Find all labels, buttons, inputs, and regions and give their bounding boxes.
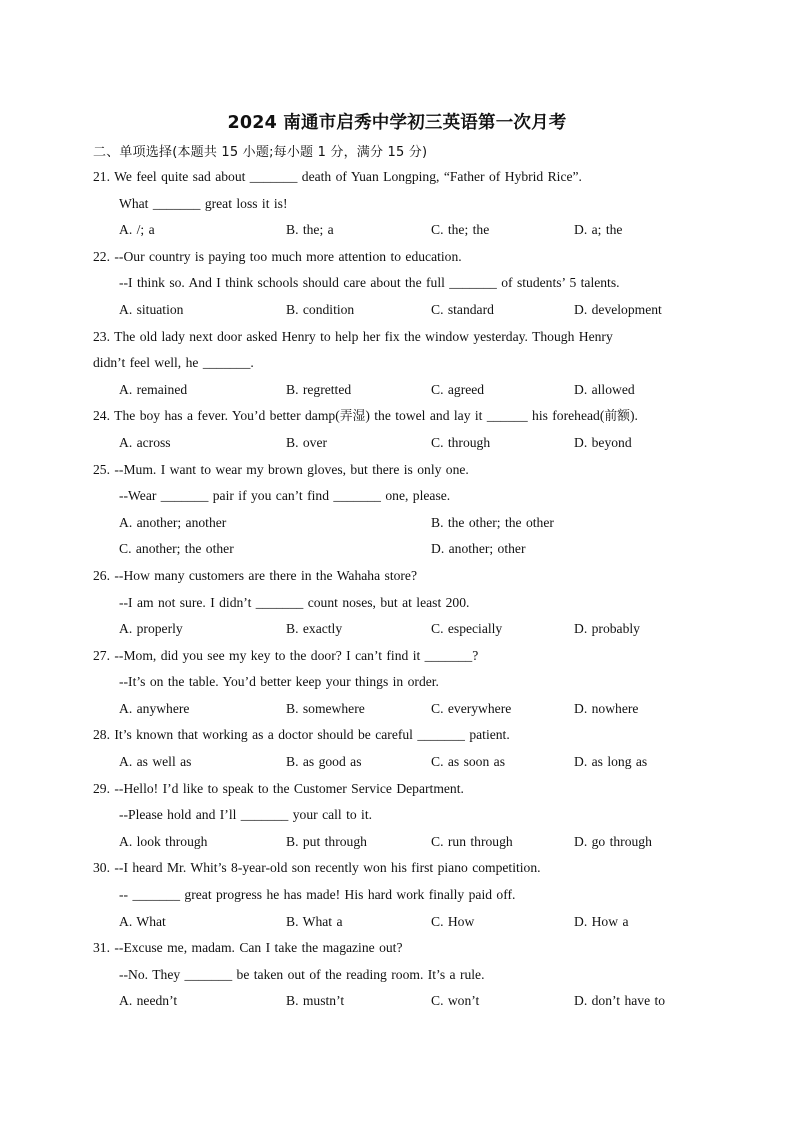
- question-29-options: [0, 829, 794, 856]
- question-21-continuation: What _______ great loss it is!: [119, 195, 288, 211]
- question-text: --Hello! I’d like to speak to the Customer Service Department.: [114, 780, 464, 796]
- option-a[interactable]: A. remained: [119, 381, 188, 397]
- question-25-continuation: --Wear _______ pair if you can’t find _______ one, please.: [119, 488, 451, 504]
- question-text-part: ) the towel and lay it ______ his forehead(: [365, 408, 605, 424]
- option-a[interactable]: A. situation: [119, 301, 184, 317]
- option-d[interactable]: D. How a: [574, 913, 629, 929]
- question-27-options: [0, 696, 794, 723]
- question-text: --Our country is paying too much more attention to education.: [114, 248, 462, 264]
- option-b[interactable]: B. exactly: [286, 621, 343, 637]
- question-22-stem: [0, 244, 794, 271]
- option-b[interactable]: B. condition: [286, 301, 355, 317]
- question-26-stem: [0, 563, 794, 590]
- question-29-stem: [0, 776, 794, 803]
- question-list: [0, 164, 794, 1015]
- question-text: The old lady next door asked Henry to help her fix the window yesterday. Though Henry: [114, 328, 613, 344]
- option-c[interactable]: C. won’t: [431, 993, 480, 1009]
- question-text: --I heard Mr. Whit’s 8-year-old son recently won his first piano competition.: [114, 860, 541, 876]
- question-text: --How many customers are there in the Wahaha store?: [114, 567, 417, 583]
- question-25-options-row1: [0, 510, 794, 537]
- question-text-part: The boy has a fever. You’d better damp(: [114, 408, 340, 424]
- question-text: It’s known that working as a doctor should be careful _______ patient.: [114, 727, 510, 743]
- question-number: 28.: [93, 727, 110, 743]
- question-text: We feel quite sad about _______ death of Yuan Longping, “Father of Hybrid Rice”.: [114, 169, 582, 184]
- question-number: 23.: [93, 328, 110, 344]
- option-a[interactable]: A. /; a: [119, 222, 155, 238]
- question-31-stem: [0, 935, 794, 962]
- option-b[interactable]: B. regretted: [286, 381, 352, 397]
- question-number: 24.: [93, 408, 110, 424]
- option-a[interactable]: A. across: [119, 434, 171, 450]
- option-d[interactable]: D. go through: [574, 833, 652, 849]
- option-b[interactable]: B. over: [286, 434, 328, 450]
- gloss-forehead: 前额: [604, 409, 630, 425]
- question-22-options: [0, 297, 794, 324]
- option-c[interactable]: C. How: [431, 913, 475, 929]
- option-d[interactable]: D. probably: [574, 621, 640, 637]
- option-a[interactable]: A. What: [119, 913, 166, 929]
- option-c[interactable]: C. especially: [431, 621, 503, 637]
- question-21-options: [0, 217, 794, 244]
- question-26-continuation: --I am not sure. I didn’t _______ count noses, but at least 200.: [119, 594, 470, 610]
- question-27-stem: [0, 643, 794, 670]
- option-d[interactable]: D. a; the: [574, 222, 623, 238]
- option-d[interactable]: D. development: [574, 301, 662, 317]
- question-number: 29.: [93, 780, 110, 796]
- option-d[interactable]: D. don’t have to: [574, 993, 666, 1009]
- option-d[interactable]: D. beyond: [574, 434, 632, 450]
- option-c[interactable]: C. standard: [431, 301, 494, 317]
- option-d[interactable]: D. another; other: [431, 541, 526, 557]
- option-a[interactable]: A. properly: [119, 621, 183, 637]
- question-23-stem: [0, 324, 794, 351]
- question-number: 21.: [93, 169, 110, 184]
- option-a[interactable]: A. as well as: [119, 754, 192, 770]
- question-text-part: ).: [629, 408, 638, 424]
- question-27-continuation: --It’s on the table. You’d better keep your things in order.: [119, 674, 439, 690]
- section-heading: 二、单项选择(本题共 15 小题;每小题 1 分，满分 15 分): [93, 145, 428, 160]
- option-b[interactable]: B. the; a: [286, 222, 334, 238]
- option-b[interactable]: B. What a: [286, 913, 343, 929]
- option-c[interactable]: C. through: [431, 434, 491, 450]
- option-d[interactable]: D. allowed: [574, 381, 635, 397]
- question-text: --Mom, did you see my key to the door? I can’t find it _______?: [114, 647, 479, 663]
- question-23-options: [0, 377, 794, 404]
- option-b[interactable]: B. put through: [286, 833, 367, 849]
- question-25-options-row2: [0, 536, 794, 563]
- question-30-continuation: -- _______ great progress he has made! His hard work finally paid off.: [119, 887, 516, 903]
- question-number: 25.: [93, 461, 110, 477]
- question-number: 31.: [93, 940, 110, 956]
- question-number: 22.: [93, 248, 110, 264]
- option-a[interactable]: A. needn’t: [119, 993, 178, 1009]
- option-a[interactable]: A. anywhere: [119, 700, 190, 716]
- option-c[interactable]: C. another; the other: [119, 541, 234, 557]
- question-29-continuation: --Please hold and I’ll _______ your call to it.: [119, 807, 373, 823]
- question-23-continuation: didn’t feel well, he _______.: [93, 355, 254, 371]
- option-b[interactable]: B. as good as: [286, 754, 362, 770]
- gloss-damp: 弄湿: [339, 409, 366, 425]
- question-number: 30.: [93, 860, 110, 876]
- option-d[interactable]: D. as long as: [574, 754, 648, 770]
- option-c[interactable]: C. agreed: [431, 381, 485, 397]
- question-30-stem: [0, 855, 794, 882]
- question-22-continuation: --I think so. And I think schools should care about the full _______ of students’ 5 talents.: [119, 275, 620, 291]
- option-b[interactable]: B. mustn’t: [286, 993, 345, 1009]
- exam-title: 2024 南通市启秀中学初三英语第一次月考: [227, 113, 567, 133]
- question-28-stem: [0, 722, 794, 749]
- option-d[interactable]: D. nowhere: [574, 700, 639, 716]
- option-b[interactable]: B. the other; the other: [431, 514, 554, 530]
- question-26-options: [0, 616, 794, 643]
- question-24-stem: [0, 403, 794, 430]
- question-text: --Mum. I want to wear my brown gloves, but there is only one.: [114, 461, 469, 477]
- option-c[interactable]: C. run through: [431, 833, 513, 849]
- option-c[interactable]: C. as soon as: [431, 754, 505, 770]
- question-28-options: [0, 749, 794, 776]
- option-a[interactable]: A. look through: [119, 833, 208, 849]
- question-31-continuation: --No. They _______ be taken out of the reading room. It’s a rule.: [119, 966, 485, 982]
- option-c[interactable]: C. the; the: [431, 222, 490, 238]
- option-b[interactable]: B. somewhere: [286, 700, 365, 716]
- question-number: 27.: [93, 647, 110, 663]
- question-31-options: [0, 988, 794, 1015]
- question-24-options: [0, 430, 794, 457]
- option-a[interactable]: A. another; another: [119, 514, 227, 530]
- question-21-stem: [0, 164, 794, 191]
- question-25-stem: [0, 457, 794, 484]
- option-c[interactable]: C. everywhere: [431, 700, 512, 716]
- question-30-options: [0, 909, 794, 936]
- question-text: --Excuse me, madam. Can I take the magazine out?: [114, 940, 403, 956]
- question-number: 26.: [93, 567, 110, 583]
